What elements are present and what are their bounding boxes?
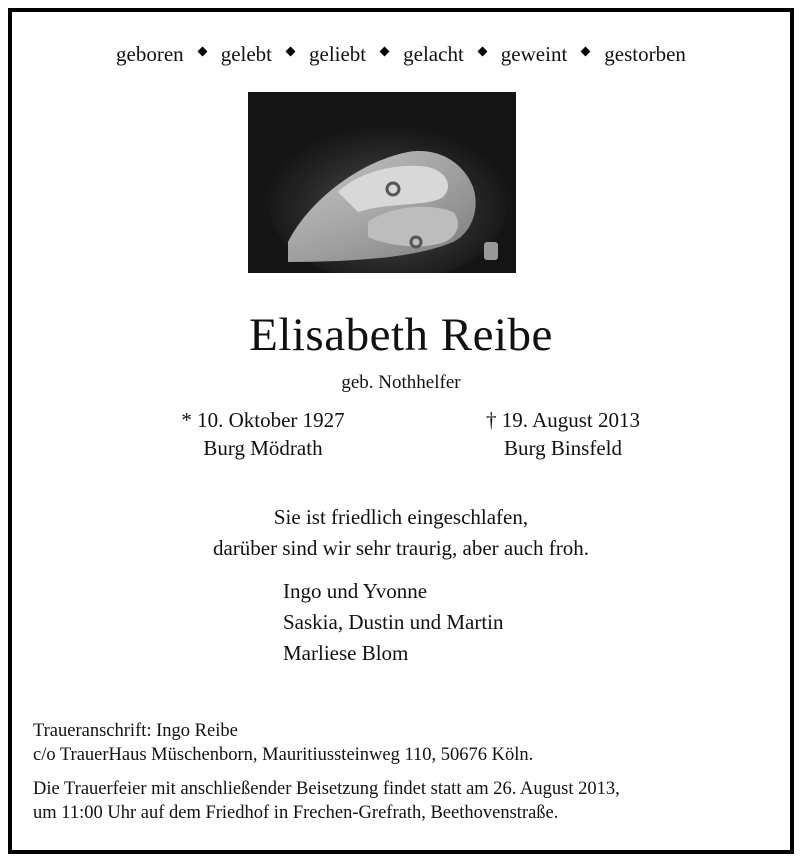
- diamond-separator-icon: [286, 47, 296, 57]
- quote-line: darüber sind wir sehr traurig, aber auch froh.: [212, 536, 590, 560]
- birth-date: * 10. Oktober 1927: [181, 408, 345, 432]
- death-date: † 19. August 2013: [485, 408, 640, 432]
- motto-line: [12, 42, 790, 67]
- holding-hands-photo: [248, 92, 516, 273]
- service-info-line: um 11:00 Uhr auf dem Friedhof in Frechen-Grefrath, Beethovenstraße.: [33, 803, 559, 823]
- farewell-quote: [12, 502, 790, 564]
- quote-line: Sie ist friedlich eingeschlafen,: [273, 505, 529, 529]
- diamond-separator-icon: [477, 47, 487, 57]
- service-info-line: Die Trauerfeier mit anschließender Beisetzung findet statt am 26. August 2013,: [33, 779, 620, 799]
- mourners-list: [283, 576, 504, 669]
- motto-word: gestorben: [604, 42, 686, 66]
- birth-info: [158, 406, 368, 462]
- mourning-address-line: c/o TrauerHaus Müschenborn, Mauritiussteinweg 110, 50676 Köln.: [33, 745, 534, 765]
- diamond-separator-icon: [380, 47, 390, 57]
- birth-place: Burg Mödrath: [203, 436, 323, 460]
- mourner-entry: Ingo und Yvonne: [283, 579, 428, 603]
- diamond-separator-icon: [581, 47, 591, 57]
- deceased-name: Elisabeth Reibe: [249, 309, 553, 361]
- motto-word: geboren: [116, 42, 184, 66]
- death-place: Burg Binsfeld: [503, 436, 623, 460]
- motto-word: gelacht: [403, 42, 464, 66]
- funeral-details: [33, 719, 778, 825]
- motto-word: gelebt: [220, 42, 272, 66]
- mourner-entry: Saskia, Dustin und Martin: [283, 610, 504, 634]
- death-info: [468, 406, 658, 462]
- diamond-separator-icon: [197, 47, 207, 57]
- mourner-entry: Marliese Blom: [283, 641, 409, 665]
- motto-word: geweint: [500, 42, 568, 66]
- mourning-address-line: Traueranschrift: Ingo Reibe: [33, 721, 238, 741]
- maiden-name: geb. Nothhelfer: [341, 372, 461, 393]
- obituary-notice: [8, 8, 794, 854]
- motto-word: geliebt: [309, 42, 367, 66]
